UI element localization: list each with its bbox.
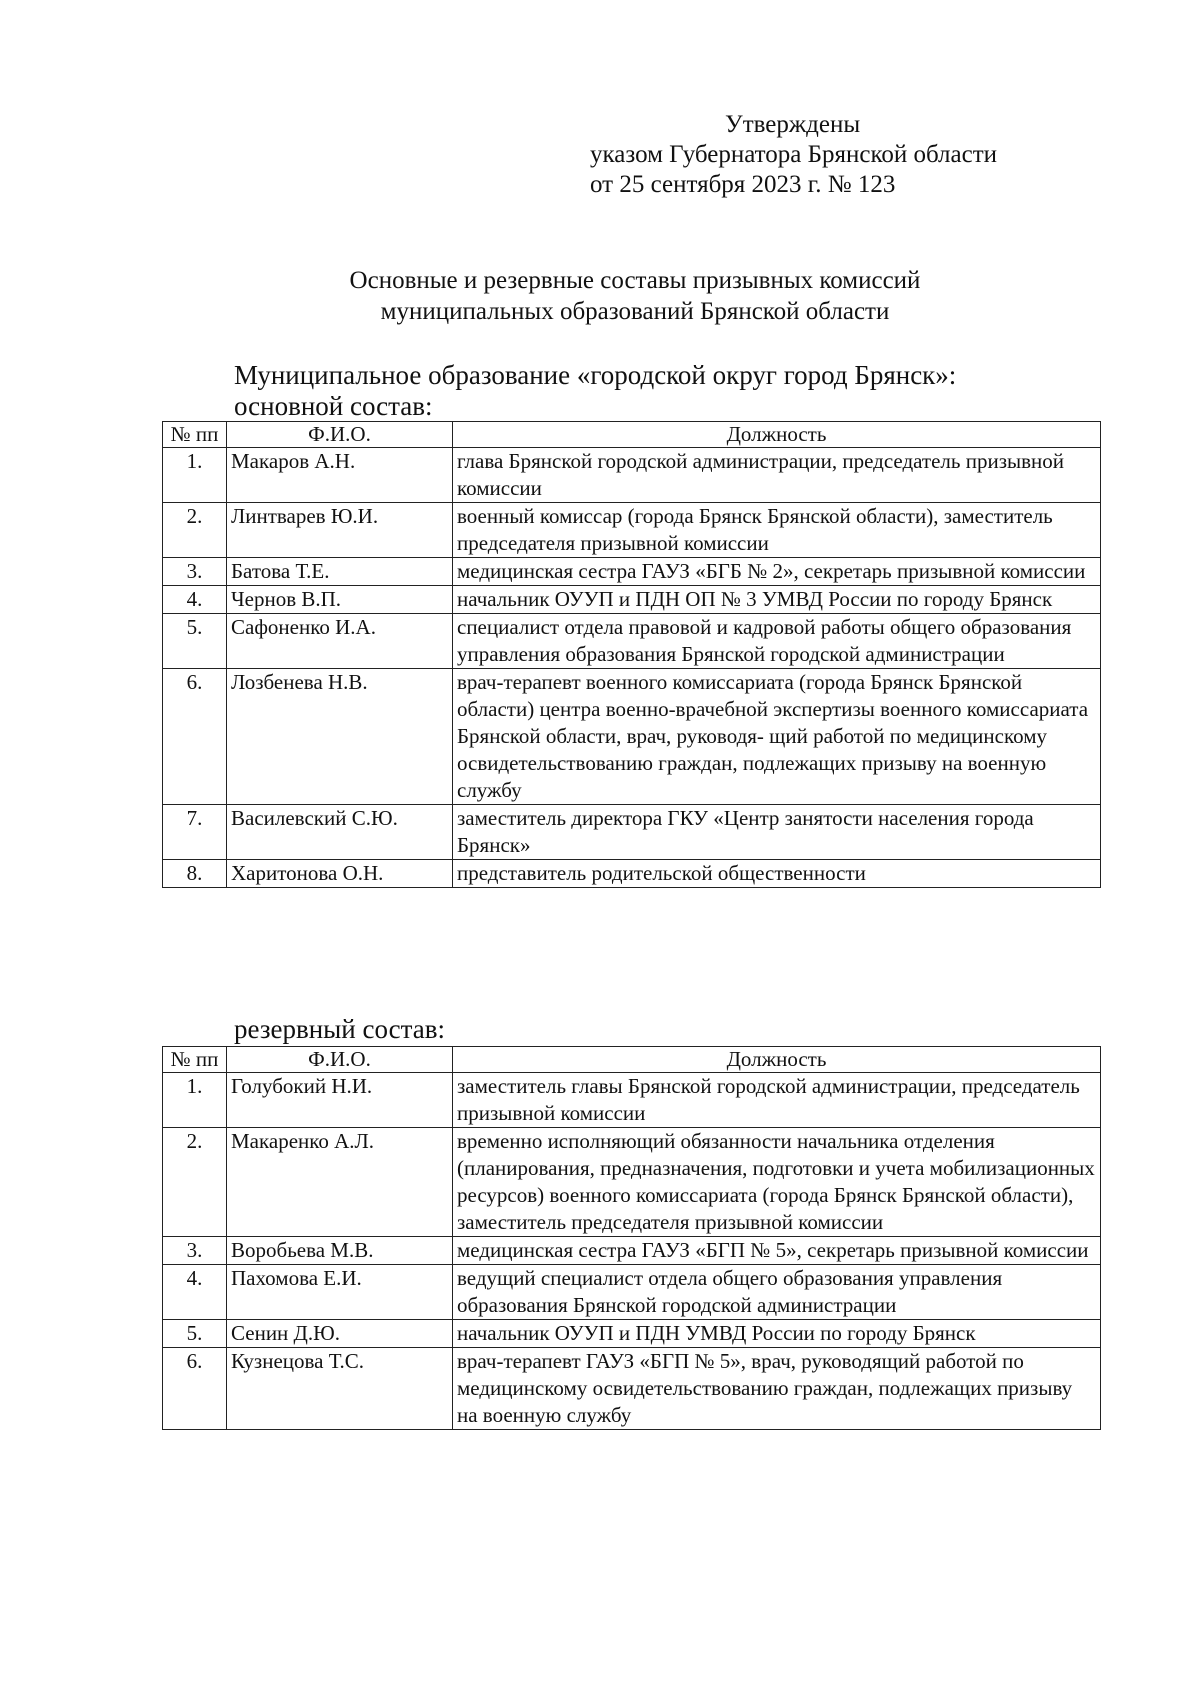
row-number: 2. xyxy=(163,503,227,558)
table-row xyxy=(163,1237,1101,1265)
table-row xyxy=(163,448,1101,503)
row-name: Василевский С.Ю. xyxy=(227,805,453,860)
row-position: медицинская сестра ГАУЗ «БГП № 5», секретарь призывной комиссии xyxy=(453,1237,1101,1265)
table-row xyxy=(163,1073,1101,1128)
table-row xyxy=(163,558,1101,586)
row-number: 3. xyxy=(163,558,227,586)
row-name: Сенин Д.Ю. xyxy=(227,1320,453,1348)
table-header-row xyxy=(163,1047,1101,1073)
title-line-1: Основные и резервные составы призывных комиссий xyxy=(349,267,921,294)
header-position: Должность xyxy=(453,1047,1101,1073)
header-number: № пп xyxy=(163,422,227,448)
header-name: Ф.И.О. xyxy=(227,422,453,448)
row-position: военный комиссар (города Брянск Брянской области), заместитель председателя призывной комиссии xyxy=(453,503,1101,558)
table-row xyxy=(163,1128,1101,1237)
row-number: 6. xyxy=(163,669,227,805)
row-name: Батова Т.Е. xyxy=(227,558,453,586)
header-name: Ф.И.О. xyxy=(227,1047,453,1073)
table-header-row xyxy=(163,422,1101,448)
row-position: начальник ОУУП и ПДН ОП № 3 УМВД России по городу Брянск xyxy=(453,586,1101,614)
row-name: Сафоненко И.А. xyxy=(227,614,453,669)
header-number: № пп xyxy=(163,1047,227,1073)
table-row xyxy=(163,669,1101,805)
table-row xyxy=(163,1320,1101,1348)
table-row xyxy=(163,1348,1101,1430)
row-name: Воробьева М.В. xyxy=(227,1237,453,1265)
row-number: 1. xyxy=(163,448,227,503)
row-number: 1. xyxy=(163,1073,227,1128)
row-name: Лозбенева Н.В. xyxy=(227,669,453,805)
row-name: Пахомова Е.И. xyxy=(227,1265,453,1320)
row-position: врач-терапевт ГАУЗ «БГП № 5», врач, руководящий работой по медицинскому освидетельствованию граждан, подлежащих призыву на военную службу xyxy=(453,1348,1101,1430)
row-position: ведущий специалист отдела общего образования управления образования Брянской городской администрации xyxy=(453,1265,1101,1320)
row-number: 6. xyxy=(163,1348,227,1430)
approval-block xyxy=(590,110,997,200)
row-name: Макаров А.Н. xyxy=(227,448,453,503)
row-name: Линтварев Ю.И. xyxy=(227,503,453,558)
row-position: начальник ОУУП и ПДН УМВД России по городу Брянск xyxy=(453,1320,1101,1348)
main-composition-table xyxy=(162,421,1101,888)
row-position: представитель родительской общественности xyxy=(453,860,1101,888)
approval-line-decree: указом Губернатора Брянской области xyxy=(590,141,998,168)
row-name: Макаренко А.Л. xyxy=(227,1128,453,1237)
main-composition-label: основной состав: xyxy=(234,391,433,421)
table-row xyxy=(163,614,1101,669)
table-row xyxy=(163,586,1101,614)
reserve-composition-table xyxy=(162,1046,1101,1430)
document-title xyxy=(0,265,1200,327)
row-number: 8. xyxy=(163,860,227,888)
table-row xyxy=(163,860,1101,888)
municipality-heading: Муниципальное образование «городской округ город Брянск»: xyxy=(234,360,957,390)
row-position: заместитель главы Брянской городской администрации, председатель призывной комиссии xyxy=(453,1073,1101,1128)
title-line-2: муниципальных образований Брянской области xyxy=(380,298,890,325)
row-name: Кузнецова Т.С. xyxy=(227,1348,453,1430)
row-number: 5. xyxy=(163,614,227,669)
row-position: врач-терапевт военного комиссариата (города Брянск Брянской области) центра военно-врачебной экспертизы военного комиссариата Брянской области, врач, руководя- щий работой по медицинскому освидетельствованию граждан, подлежащих призыву на военную службу xyxy=(453,669,1101,805)
row-number: 5. xyxy=(163,1320,227,1348)
row-name: Харитонова О.Н. xyxy=(227,860,453,888)
row-number: 4. xyxy=(163,1265,227,1320)
row-position: специалист отдела правовой и кадровой работы общего образования управления образования Брянской городской администрации xyxy=(453,614,1101,669)
row-number: 4. xyxy=(163,586,227,614)
table-row xyxy=(163,805,1101,860)
table-row xyxy=(163,1265,1101,1320)
approval-line-approved: Утверждены xyxy=(725,111,861,138)
approval-line-date: от 25 сентября 2023 г. № 123 xyxy=(590,171,896,198)
row-number: 3. xyxy=(163,1237,227,1265)
row-position: глава Брянской городской администрации, председатель призывной комиссии xyxy=(453,448,1101,503)
header-position: Должность xyxy=(453,422,1101,448)
reserve-composition-label: резервный состав: xyxy=(234,1014,446,1044)
row-name: Чернов В.П. xyxy=(227,586,453,614)
row-position: заместитель директора ГКУ «Центр занятости населения города Брянск» xyxy=(453,805,1101,860)
row-name: Голубокий Н.И. xyxy=(227,1073,453,1128)
row-position: временно исполняющий обязанности начальника отделения (планирования, предназначения, подготовки и учета мобилизационных ресурсов) военного комиссариата (города Брянск Брянской области), заместитель председателя призывной комиссии xyxy=(453,1128,1101,1237)
row-position: медицинская сестра ГАУЗ «БГБ № 2», секретарь призывной комиссии xyxy=(453,558,1101,586)
row-number: 7. xyxy=(163,805,227,860)
table-row xyxy=(163,503,1101,558)
row-number: 2. xyxy=(163,1128,227,1237)
